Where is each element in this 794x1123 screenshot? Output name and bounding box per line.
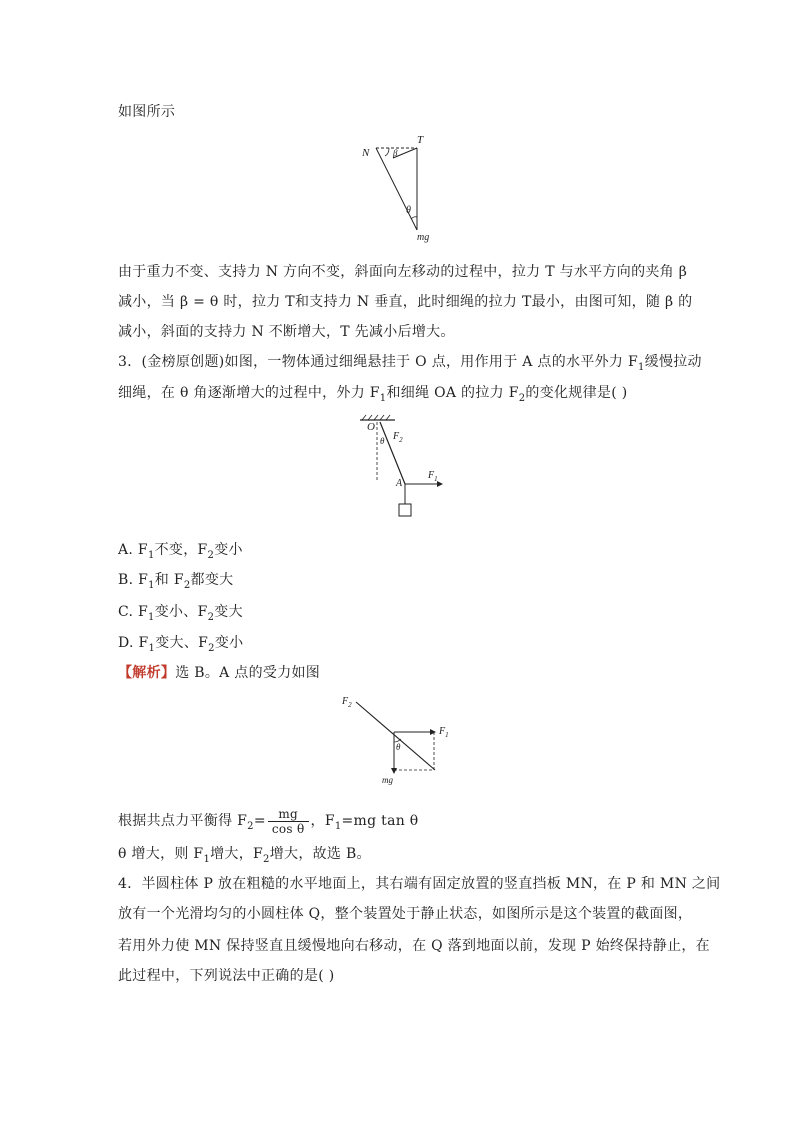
label-N: N bbox=[362, 147, 370, 159]
label-theta-2: θ bbox=[380, 436, 385, 446]
label-F1: $F_1$ bbox=[428, 470, 438, 483]
question-4-line-1: 4．半圆柱体 P 放在粗糙的水平地面上，其右端有固定放置的竖直挡板 MN，在 P 和 MN 之间 bbox=[118, 876, 721, 892]
question-3-line-1: 3．(金榜原创题)如图，一物体通过细绳悬挂于 O 点，用作用于 A 点的水平外力 $F_1$缓慢拉动 bbox=[118, 354, 702, 373]
force-analysis-figure bbox=[338, 690, 458, 790]
paragraph-line-3: 减小，斜面的支持力 N 不断增大，T 先减小后增大。 bbox=[118, 324, 455, 340]
option-B: B. $F_1$和 $F_2$都变大 bbox=[118, 572, 234, 591]
force-triangle-figure bbox=[355, 130, 445, 246]
option-C: C. $F_1$变小、$F_2$变大 bbox=[118, 604, 243, 623]
conclusion-line: θ 增大，则 $F_1$增大，$F_2$增大，故选 B。 bbox=[118, 846, 371, 865]
label-mg: mg bbox=[417, 232, 430, 243]
label-T: T bbox=[417, 134, 424, 146]
analysis-line: 【解析】选 B。A 点的受力如图 bbox=[118, 665, 321, 681]
question-4-line-3: 若用外力使 MN 保持竖直且缓慢地向右移动，在 Q 落到地面以前，发现 P 始终保持静止，在 bbox=[118, 938, 710, 954]
question-4-line-2: 放有一个光滑均匀的小圆柱体 Q，整个装置处于静止状态，如图所示是这个装置的截面图， bbox=[118, 906, 693, 922]
label-F2-analysis: $F_2$ bbox=[342, 696, 352, 709]
fraction: $\frac{mg}{\text{cos θ}}$ bbox=[268, 807, 309, 836]
question-3-line-2: 细绳，在 θ 角逐渐增大的过程中，外力 $F_1$和细绳 OA 的拉力 $F_2$的变化规律是( ) bbox=[118, 385, 628, 404]
equation-line: 根据共点力平衡得 $F_2=$ $\frac{mg}{\text{cos θ}}$ ，$F_1=mg$ tan θ bbox=[118, 806, 419, 836]
label-theta: θ bbox=[406, 205, 411, 216]
label-F2: $F_2$ bbox=[393, 431, 403, 444]
paragraph-line-2: 减小，当 β = θ 时，拉力 T和支持力 N 垂直，此时细绳的拉力 T最小，由图可知，随 β 的 bbox=[118, 294, 693, 310]
label-A: A bbox=[396, 478, 403, 489]
intro-text: 如图所示 bbox=[118, 104, 176, 120]
hanging-object-figure bbox=[355, 412, 455, 522]
paragraph-line-1: 由于重力不变、支持力 N 方向不变，斜面向左移动的过程中，拉力 T 与水平方向的夹角 β bbox=[118, 264, 688, 280]
label-theta-analysis: θ bbox=[396, 742, 401, 752]
analysis-tag: 【解析】 bbox=[118, 665, 176, 681]
option-D: D. $F_1$变大、$F_2$变小 bbox=[118, 635, 244, 654]
label-O: O bbox=[367, 421, 375, 433]
question-4-line-4: 此过程中，下列说法中正确的是( ) bbox=[118, 968, 335, 984]
label-F1-analysis: $F_1$ bbox=[439, 726, 449, 739]
label-beta: β bbox=[393, 148, 398, 158]
option-A: A. $F_1$不变，$F_2$变小 bbox=[118, 542, 243, 561]
label-mg-analysis: mg bbox=[382, 775, 393, 785]
